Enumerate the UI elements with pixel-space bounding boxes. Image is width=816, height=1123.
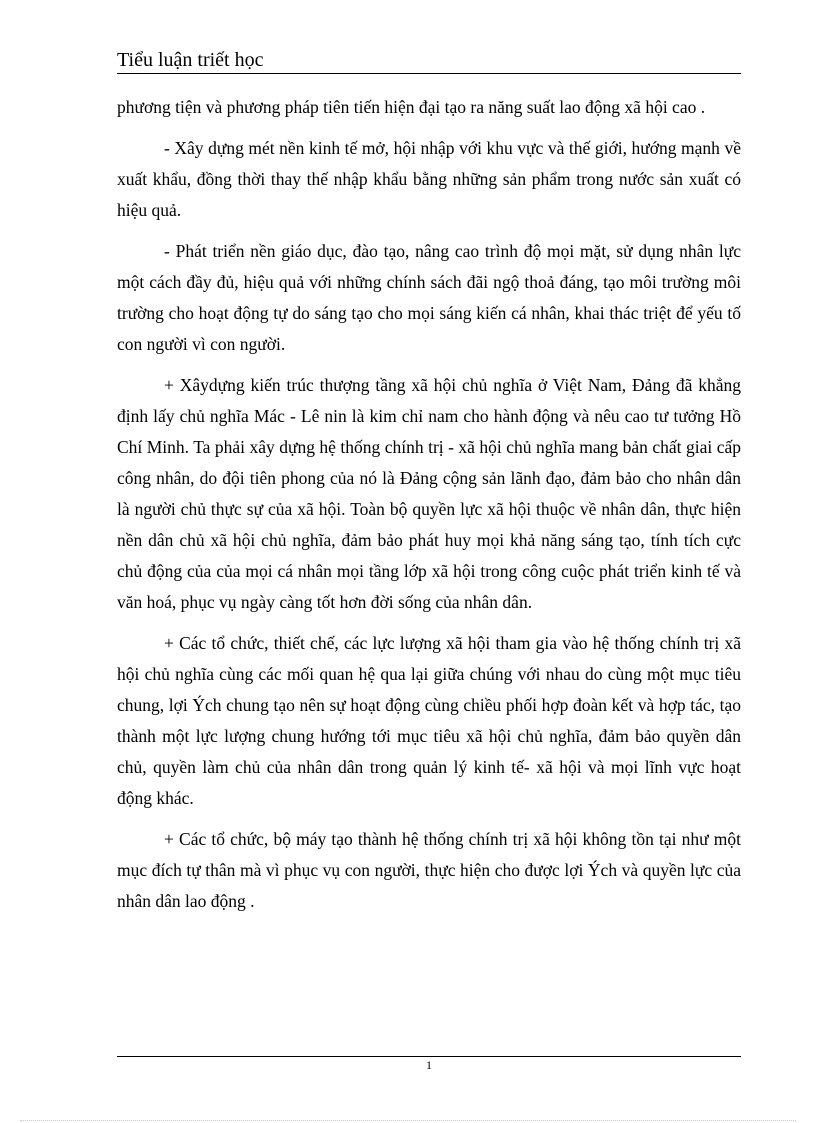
paragraph-superstructure: + Xâydựng kiến trúc thượng tầng xã hội chủ nghĩa ở Việt Nam, Đảng đã khẳng định lấy chủ nghĩa Mác - Lê nin là kim chỉ nam cho hành động và nêu cao tư tưởng Hồ Chí Minh. Ta phải xây dựng hệ thống chính trị - xã hội chủ nghĩa mang bản chất giai cấp công nhân, do đội tiên phong của nó là Đảng cộng sản lãnh đạo, đảm bảo cho nhân dân là người chủ thực sự của xã hội. Toàn bộ quyền lực xã hội thuộc về nhân dân, thực hiện nền dân chủ xã hội chủ nghĩa, đảm bảo phát huy mọi khả năng sáng tạo, tính tích cực chủ động của của mọi cá nhân mọi tầng lớp xã hội trong công cuộc phát triển kinh tế và văn hoá, phục vụ ngày càng tốt hơn đời sống của nhân dân. <box>117 375 741 612</box>
paragraph-continuation: phương tiện và phương pháp tiên tiến hiện đại tạo ra năng suất lao động xã hội cao . <box>117 97 706 117</box>
page-header-title: Tiểu luận triết học <box>117 49 264 71</box>
page-boundary <box>20 1120 796 1121</box>
paragraph-open-economy: - Xây dựng mét nền kinh tế mở, hội nhập với khu vực và thế giới, hướng mạnh về xuất khẩu, đồng thời thay thế nhập khẩu bằng những sản phẩm trong nước sản xuất có hiệu quả. <box>117 138 741 220</box>
header-divider <box>117 73 741 74</box>
footer-divider <box>117 1056 741 1057</box>
paragraph-education: - Phát triển nền giáo dục, đào tạo, nâng cao trình độ mọi mặt, sử dụng nhân lực một cách đầy đủ, hiệu quả với những chính sách đãi ngộ thoả đáng, tạo môi trường môi trường cho hoạt động tự do sáng tạo cho mọi sáng kiến cá nhân, khai thác triệt để yếu tố con người vì con người. <box>117 241 741 354</box>
paragraph-political-system: + Các tổ chức, bộ máy tạo thành hệ thống chính trị xã hội không tồn tại như một mục đích tự thân mà vì phục vụ con người, thực hiện cho được lợi Ých và quyền lực của nhân dân lao động . <box>117 829 741 911</box>
document-body <box>117 92 741 927</box>
paragraph-organizations: + Các tổ chức, thiết chế, các lực lượng xã hội tham gia vào hệ thống chính trị xã hội chủ nghĩa cùng các mối quan hệ qua lại giữa chúng với nhau do cùng một mục tiêu chung, lợi Ých chung tạo nên sự hoạt động cùng chiều phối hợp đoàn kết và hợp tác, tạo thành một lực lượng chung hướng tới mục tiêu xã hội chủ nghĩa, đảm bảo quyền dân chủ, quyền làm chủ của nhân dân trong quản lý kinh tế- xã hội và mọi lĩnh vực hoạt động khác. <box>117 633 741 808</box>
page-number: 1 <box>426 1058 432 1072</box>
